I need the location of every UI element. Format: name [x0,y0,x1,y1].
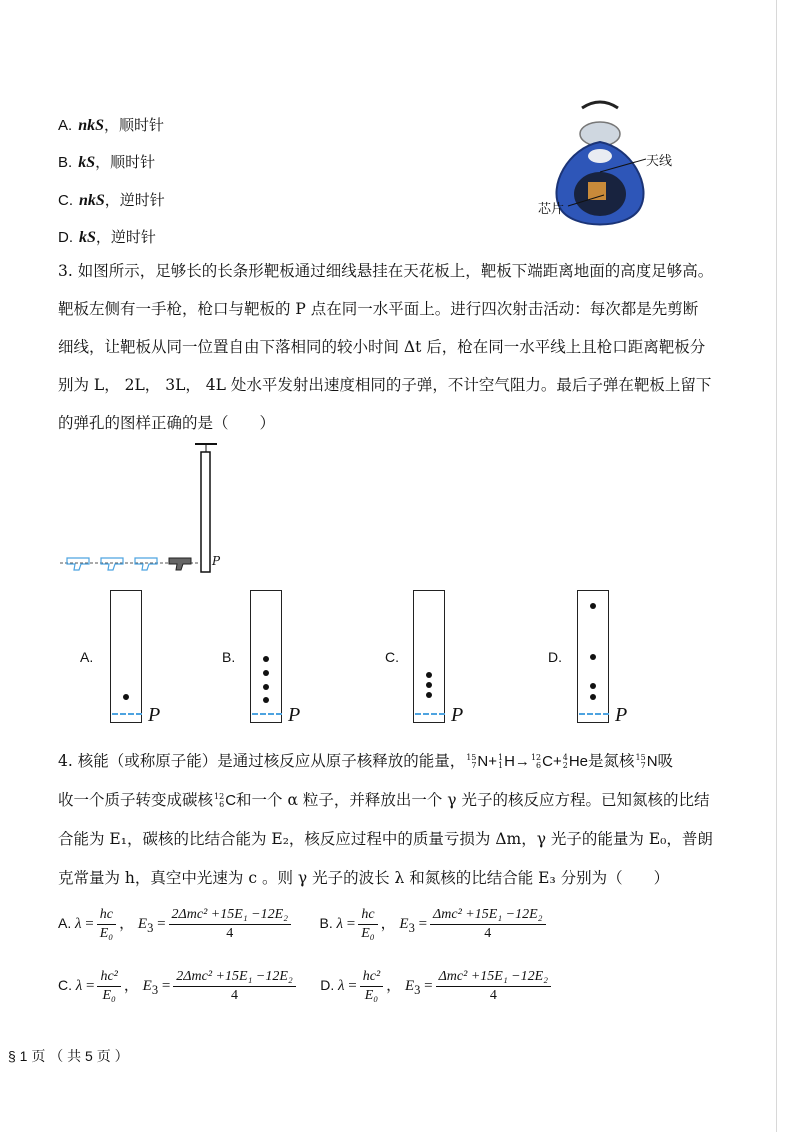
bullet-hole [263,697,269,703]
q4-line-4: 克常量为 h，真空中光速为 c 。则 γ 光子的波长 λ 和氮核的比结合能 E₃ 分别为（ ） [58,869,670,887]
q4-line-2: 收一个质子转变成碳核 12 6 C和一个 α 粒子，并释放出一个 γ 光子的核反应方程。已知氮核的比结 [58,791,710,809]
p-point-label: P [615,704,628,726]
q2-option-d[interactable]: D. kS，逆时针 [58,228,156,246]
bullet-hole [590,654,596,660]
page-footer: § 1 页 （ 共 5 页 ） [8,1048,129,1064]
q3-setup-figure [55,438,235,588]
q3-option-label[interactable]: B. [222,649,236,665]
bullet-hole [590,694,596,700]
q4-option-b[interactable]: B. λ = $\frac{hc}{\text{E₀}}$ ， $E_3$ = $\frac{\text{Δmc² +15E₁ −12E₂}}{4}$ [320,916,549,932]
bullet-hole [590,683,596,689]
antenna-leader-line [598,156,648,176]
q3-option-label[interactable]: D. [548,649,562,665]
bullet-hole [426,672,432,678]
bullet-hole [263,684,269,690]
p-level-dashed-line [252,713,282,715]
target-board [413,590,445,723]
p-point-label: P [148,704,161,726]
setup-p-label: P [212,554,221,568]
bullet-hole [123,694,129,700]
q2-option-c[interactable]: C. nkS，逆时针 [58,191,165,209]
bullet-hole [426,692,432,698]
p-point-label: P [288,704,301,726]
q4-line-3: 合能为 E₁，碳核的比结合能为 E₂，核反应过程中的质量亏损为 Δm，γ 光子的能量为 E₀，普朗 [58,830,713,848]
bullet-hole [263,670,269,676]
q4-options-row-1 [58,906,778,943]
chip-label: 芯片 [538,201,565,216]
q2-option-a[interactable]: A. nkS，顺时针 [58,116,164,134]
q3-option-label[interactable]: A. [80,649,94,665]
q3-line-5: 的弹孔的图样正确的是（ ） [58,414,276,432]
q4-option-a[interactable]: A. λ = $\frac{hc}{\text{E₀}}$ ， $E_3$ = $\frac{\text{2Δmc² +15E₁ −12E₂}}{4}$ [58,916,298,932]
q3-option-label[interactable]: C. [385,649,399,665]
page-edge-line [776,0,777,1132]
n15-nuclide: 15 7 [466,753,477,770]
target-board [110,590,142,723]
q4-option-d[interactable]: D. λ = $\frac{\text{hc²}}{\text{E₀}}$ ， $E_3$ = $\frac{\text{Δmc² +15E₁ −12E₂}}{4}$ [320,978,554,994]
p-point-label: P [451,704,464,726]
bullet-hole [426,682,432,688]
q3-line-2: 靶板左侧有一手枪，枪口与靶板的 P 点在同一水平面上。进行四次射击活动：每次都是先剪断 [58,300,699,318]
p-level-dashed-line [112,713,142,715]
q4-options-row-2 [58,968,778,1005]
bullet-hole [590,603,596,609]
chip-leader-line [566,192,606,212]
q4-line-1: 4. 核能（或称原子能）是通过核反应从原子核释放的能量， 15 7 N+ 1 1 H→ 12 6 C+ 4 2 He是氮核 15 7 N吸 [58,752,674,770]
q3-line-4: 别为 L， 2L， 3L， 4L 处水平发射出速度相同的子弹，不计空气阻力。最后子弹在靶板上留下 [58,376,712,394]
bullet-hole [263,656,269,662]
q2-option-b[interactable]: B. kS，顺时针 [58,153,156,171]
q3-line-3: 细线，让靶板从同一位置自由下落相同的较小时间 Δt 后，枪在同一水平线上且枪口距离靶板分 [58,338,706,356]
p-level-dashed-line [415,713,445,715]
q4-option-c[interactable]: C. λ = $\frac{\text{hc²}}{\text{E₀}}$ ， $E_3$ = $\frac{\text{2Δmc² +15E₁ −12E₂}}{4}$ [58,978,303,994]
antenna-label: 天线 [646,153,673,168]
q3-line-1: 3. 如图所示，足够长的长条形靶板通过细线悬挂在天花板上，靶板下端距离地面的高度足够高。 [58,262,714,280]
p-level-dashed-line [579,713,609,715]
